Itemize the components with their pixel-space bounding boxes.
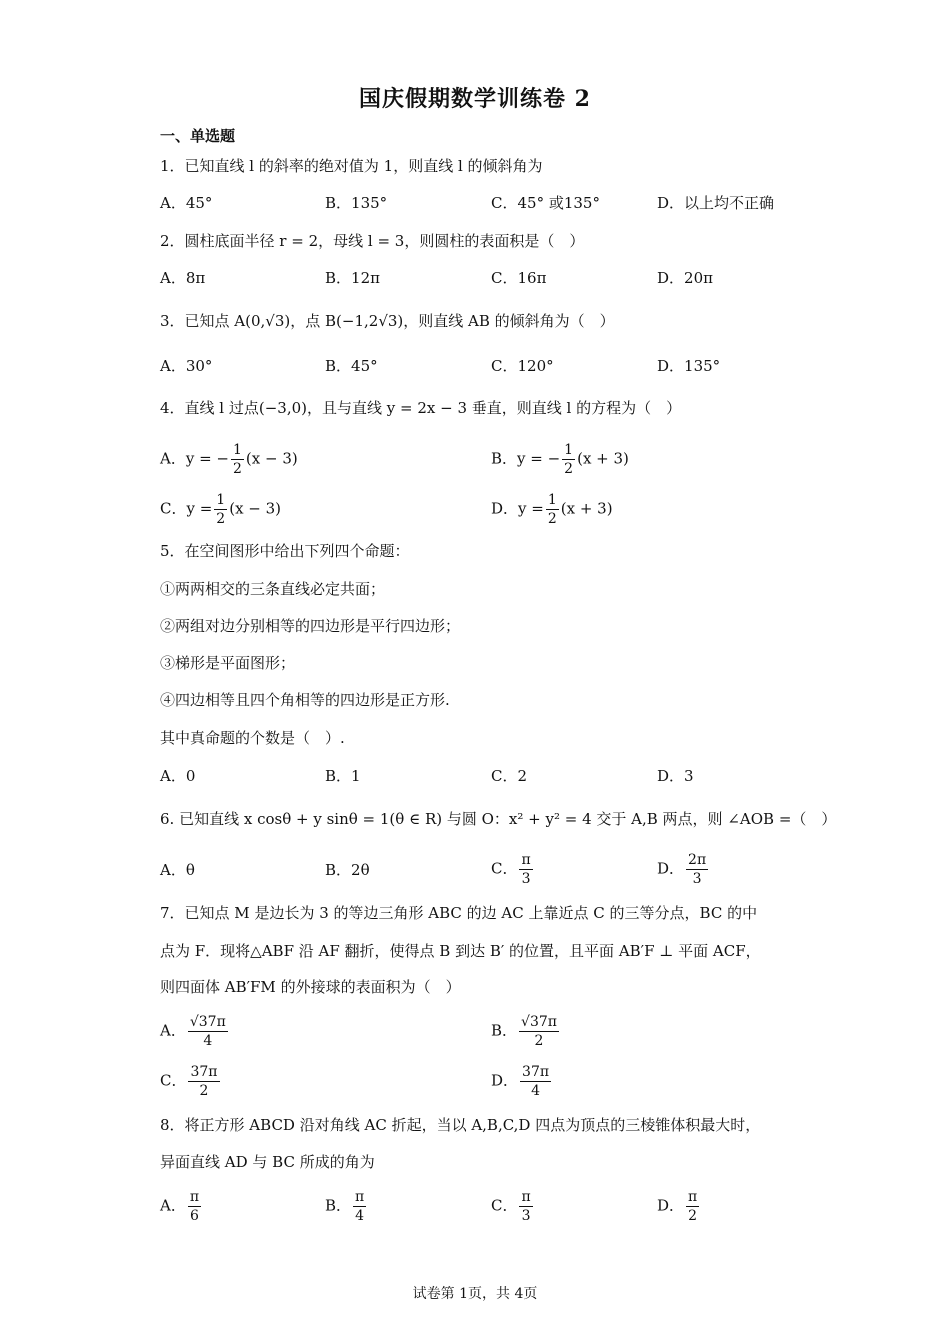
question-5-proposition-4: ④四边相等且四个角相等的四边形是正方形. [160,691,450,709]
question-2-option-b: B．12π [325,269,380,287]
question-4-option-d: D．y = $\frac{1}{2}$ (x + 3) [491,492,613,527]
page-footer: 试卷第 1页，共 4页 [412,1286,538,1302]
question-7-option-b: B． $\frac{√37\pi}{2}$ [491,1014,557,1049]
question-8-line-1: 8．将正方形 ABCD 沿对角线 AC 折起，当以 A,B,C,D 四点为顶点的三棱锥体积最大时， [160,1116,761,1134]
question-3-option-d: D．135° [657,357,721,375]
question-3-option-c: C．120° [491,357,554,375]
question-6-stem: 6. 已知直线 x cosθ + y sinθ = 1(θ ∈ R) 与圆 O：x² + y² = 4 交于 A,B 两点，则 ∠AOB =（ ） [160,810,837,828]
question-5-option-b: B．1 [325,767,361,785]
question-5-proposition-2: ②两组对边分别相等的四边形是平行四边形； [160,617,461,635]
question-2-option-d: D．20π [657,269,713,287]
question-4-option-c: C．y = $\frac{1}{2}$ (x − 3) [160,492,282,527]
question-8-line-2: 异面直线 AD 与 BC 所成的角为 [160,1153,375,1171]
question-1-option-c: C．45° 或135° [491,194,600,212]
question-8-option-c: C． $\frac{\pi}{3}$ [491,1189,531,1224]
question-6-option-c: C． $\frac{\pi}{3}$ [491,852,531,887]
question-7-option-a: A． $\frac{√37\pi}{4}$ [160,1014,226,1049]
section-heading: 一、单选题 [160,127,236,145]
question-1-option-d: D．以上均不正确 [657,194,775,212]
question-6-option-d: D． $\frac{2\pi}{3}$ [657,852,707,887]
question-6-option-a: A．θ [160,861,195,879]
question-5-option-d: D．3 [657,767,694,785]
question-6-option-b: B．2θ [325,861,370,879]
question-2-option-a: A．8π [160,269,206,287]
question-2-option-c: C．16π [491,269,547,287]
question-5-proposition-1: ①两两相交的三条直线必定共面； [160,580,386,598]
question-1-option-a: A．45° [160,194,213,212]
question-8-option-d: D． $\frac{\pi}{2}$ [657,1189,698,1224]
question-4-stem: 4．直线 l 过点(−3,0)，且与直线 y = 2x − 3 垂直，则直线 l 的方程为（ ） [160,399,682,417]
question-7-line-1: 7．已知点 M 是边长为 3 的等边三角形 ABC 的边 AC 上靠近点 C 的三等分点，BC 的中 [160,904,758,922]
question-1-stem: 1．已知直线 l 的斜率的绝对值为 1，则直线 l 的倾斜角为 [160,157,543,175]
question-5-stem: 5．在空间图形中给出下列四个命题： [160,542,410,560]
question-8-option-a: A． $\frac{\pi}{6}$ [160,1189,200,1224]
question-5-proposition-3: ③梯形是平面图形； [160,654,296,672]
question-4-option-a: A．y = − $\frac{1}{2}$ (x − 3) [160,442,298,477]
question-5-option-c: C．2 [491,767,528,785]
question-7-option-c: C． $\frac{37\pi}{2}$ [160,1064,218,1099]
question-2-stem: 2．圆柱底面半径 r = 2，母线 l = 3，则圆柱的表面积是（ ） [160,232,585,250]
question-3-option-b: B．45° [325,357,378,375]
question-7-line-3: 则四面体 AB′FM 的外接球的表面积为（ ） [160,978,461,996]
question-4-option-b: B．y = − $\frac{1}{2}$ (x + 3) [491,442,629,477]
question-8-option-b: B． $\frac{\pi}{4}$ [325,1189,365,1224]
question-1-option-b: B．135° [325,194,388,212]
question-5-option-a: A．0 [160,767,196,785]
question-5-ask: 其中真命题的个数是（ ）. [160,729,345,747]
question-7-option-d: D． $\frac{37\pi}{4}$ [491,1064,550,1099]
question-7-line-2: 点为 F．现将△ABF 沿 AF 翻折，使得点 B 到达 B′ 的位置，且平面 AB′F ⊥ 平面 ACF， [160,942,761,960]
question-3-option-a: A．30° [160,357,213,375]
question-3-stem: 3．已知点 A(0,√3)，点 B(−1,2√3)，则直线 AB 的倾斜角为（ ） [160,312,615,330]
page-title: 国庆假期数学训练卷 2 [359,86,591,112]
